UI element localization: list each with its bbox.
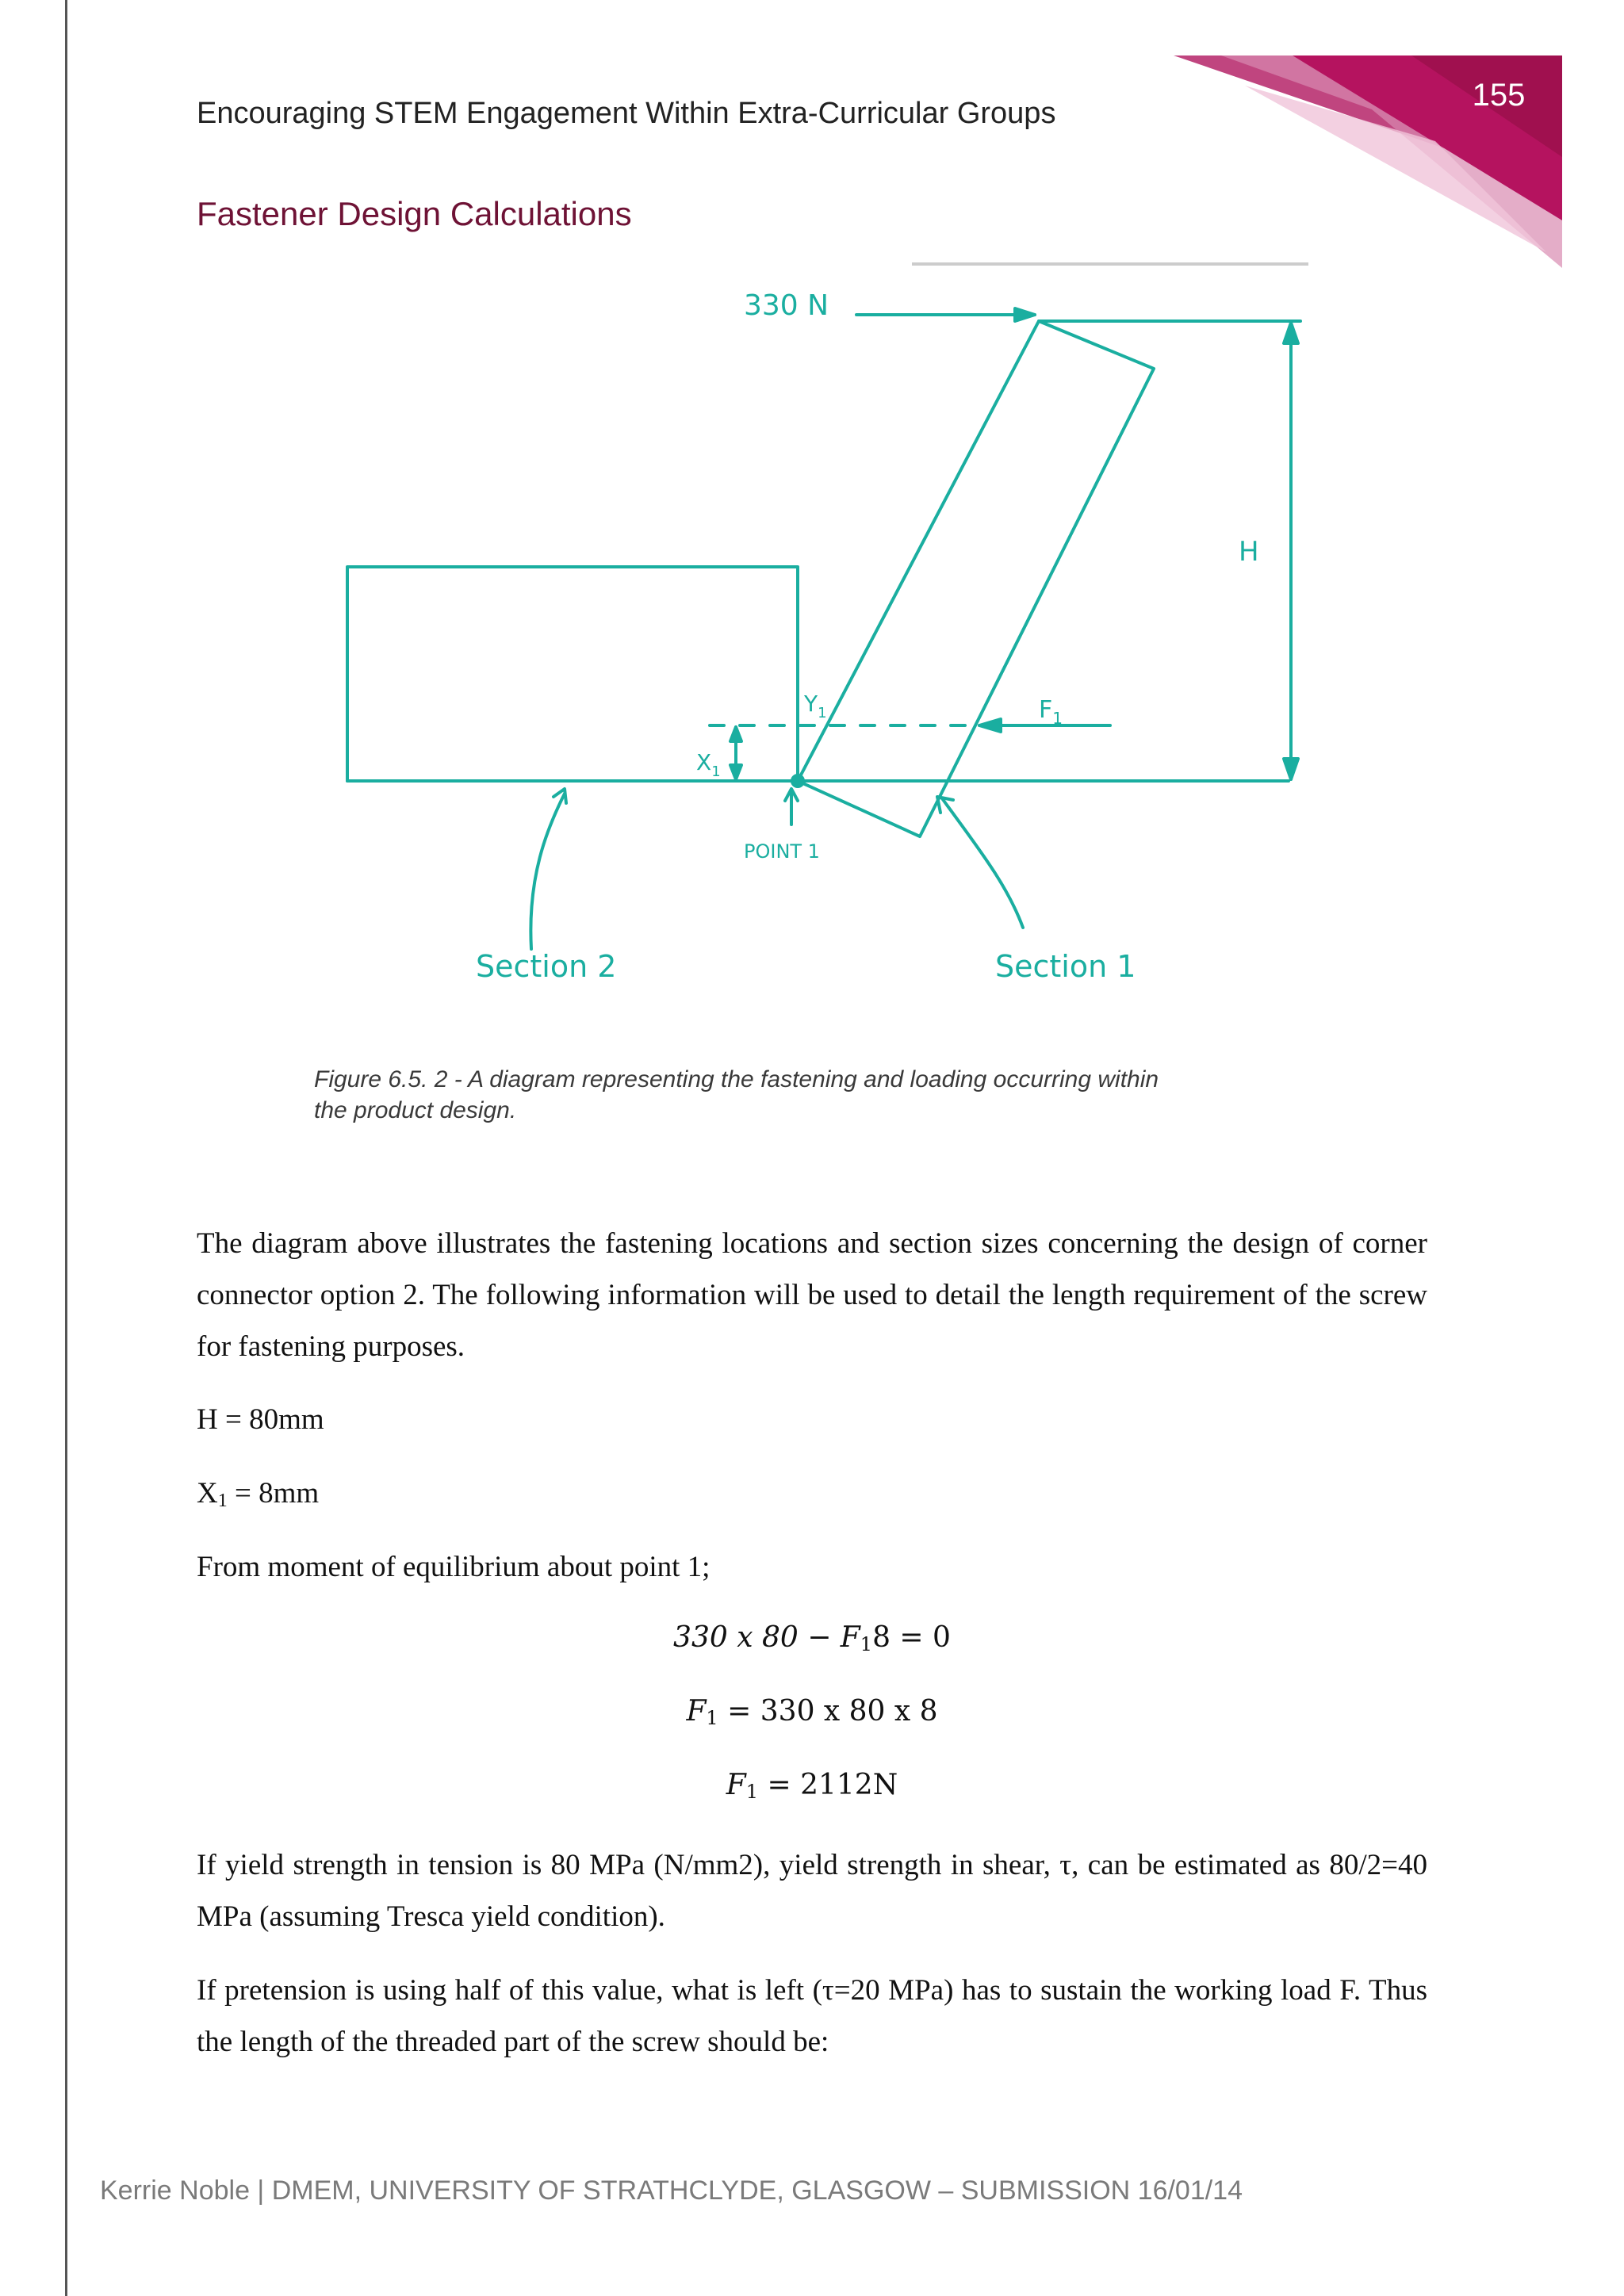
equation-1: 330 x 80 − F18 = 0 <box>673 1621 951 1655</box>
moment-intro: From moment of equilibrium about point 1; <box>197 1551 710 1583</box>
caption-line-2: the product design. <box>314 1097 517 1123</box>
intro-paragraph: The diagram above illustrates the fastening locations and section sizes concerning the design of corner connector option 2. The following information will be used to detail the length requirement of the screw for fastening purposes. <box>197 1227 1427 1363</box>
caption-line-1: Figure 6.5. 2 - A diagram representing the fastening and loading occurring within <box>314 1066 1159 1093</box>
fastener-diagram <box>262 274 1324 1027</box>
left-margin-rule <box>65 0 67 2296</box>
section-2-block <box>347 567 798 781</box>
footer-author: Kerrie Noble <box>100 2175 250 2206</box>
section-1-label: Section 1 <box>995 949 1136 984</box>
f1-label: $F_1$ <box>1039 696 1063 728</box>
point-1-marker <box>792 775 803 786</box>
force-label: 330 N <box>744 289 829 322</box>
footer-separator: | <box>249 2175 272 2206</box>
y1-label: $Y_1$ <box>804 691 827 721</box>
h-value: H = 80mm <box>197 1403 324 1436</box>
x1-value: X1 = 8mm <box>197 1477 320 1511</box>
running-header: Encouraging STEM Engagement Within Extra-Curricular Groups <box>197 97 1056 130</box>
footer-institution: DMEM, UNIVERSITY OF STRATHCLYDE, GLASGOW – SUBMISSION 16/01/14 <box>271 2175 1243 2206</box>
equation-2: F1 = 330 x 80 x 8 <box>686 1695 938 1729</box>
x1-label: $X_1$ <box>696 749 721 780</box>
height-label: H <box>1239 536 1259 568</box>
yield-strength-paragraph: If yield strength in tension is 80 MPa (N/mm2), yield strength in shear, τ, can be estimated as 80/2=40 MPa (assuming Tresca yield condition). <box>197 1849 1427 1933</box>
page-footer <box>100 2175 1243 2206</box>
pretension-paragraph: If pretension is using half of this value, what is left (τ=20 MPa) has to sustain the working load F. Thus the length of the threaded part of the screw should be: <box>197 1974 1427 2058</box>
heading-divider <box>912 262 1308 266</box>
section-1-member <box>798 321 1154 836</box>
point-1-label: POINT 1 <box>744 840 820 863</box>
figure-caption <box>314 1064 1305 1126</box>
page-number: 155 <box>1472 78 1526 113</box>
equation-3: F1 = 2112N <box>726 1769 898 1803</box>
section-heading: Fastener Design Calculations <box>197 195 632 232</box>
section-2-label: Section 2 <box>476 949 617 984</box>
